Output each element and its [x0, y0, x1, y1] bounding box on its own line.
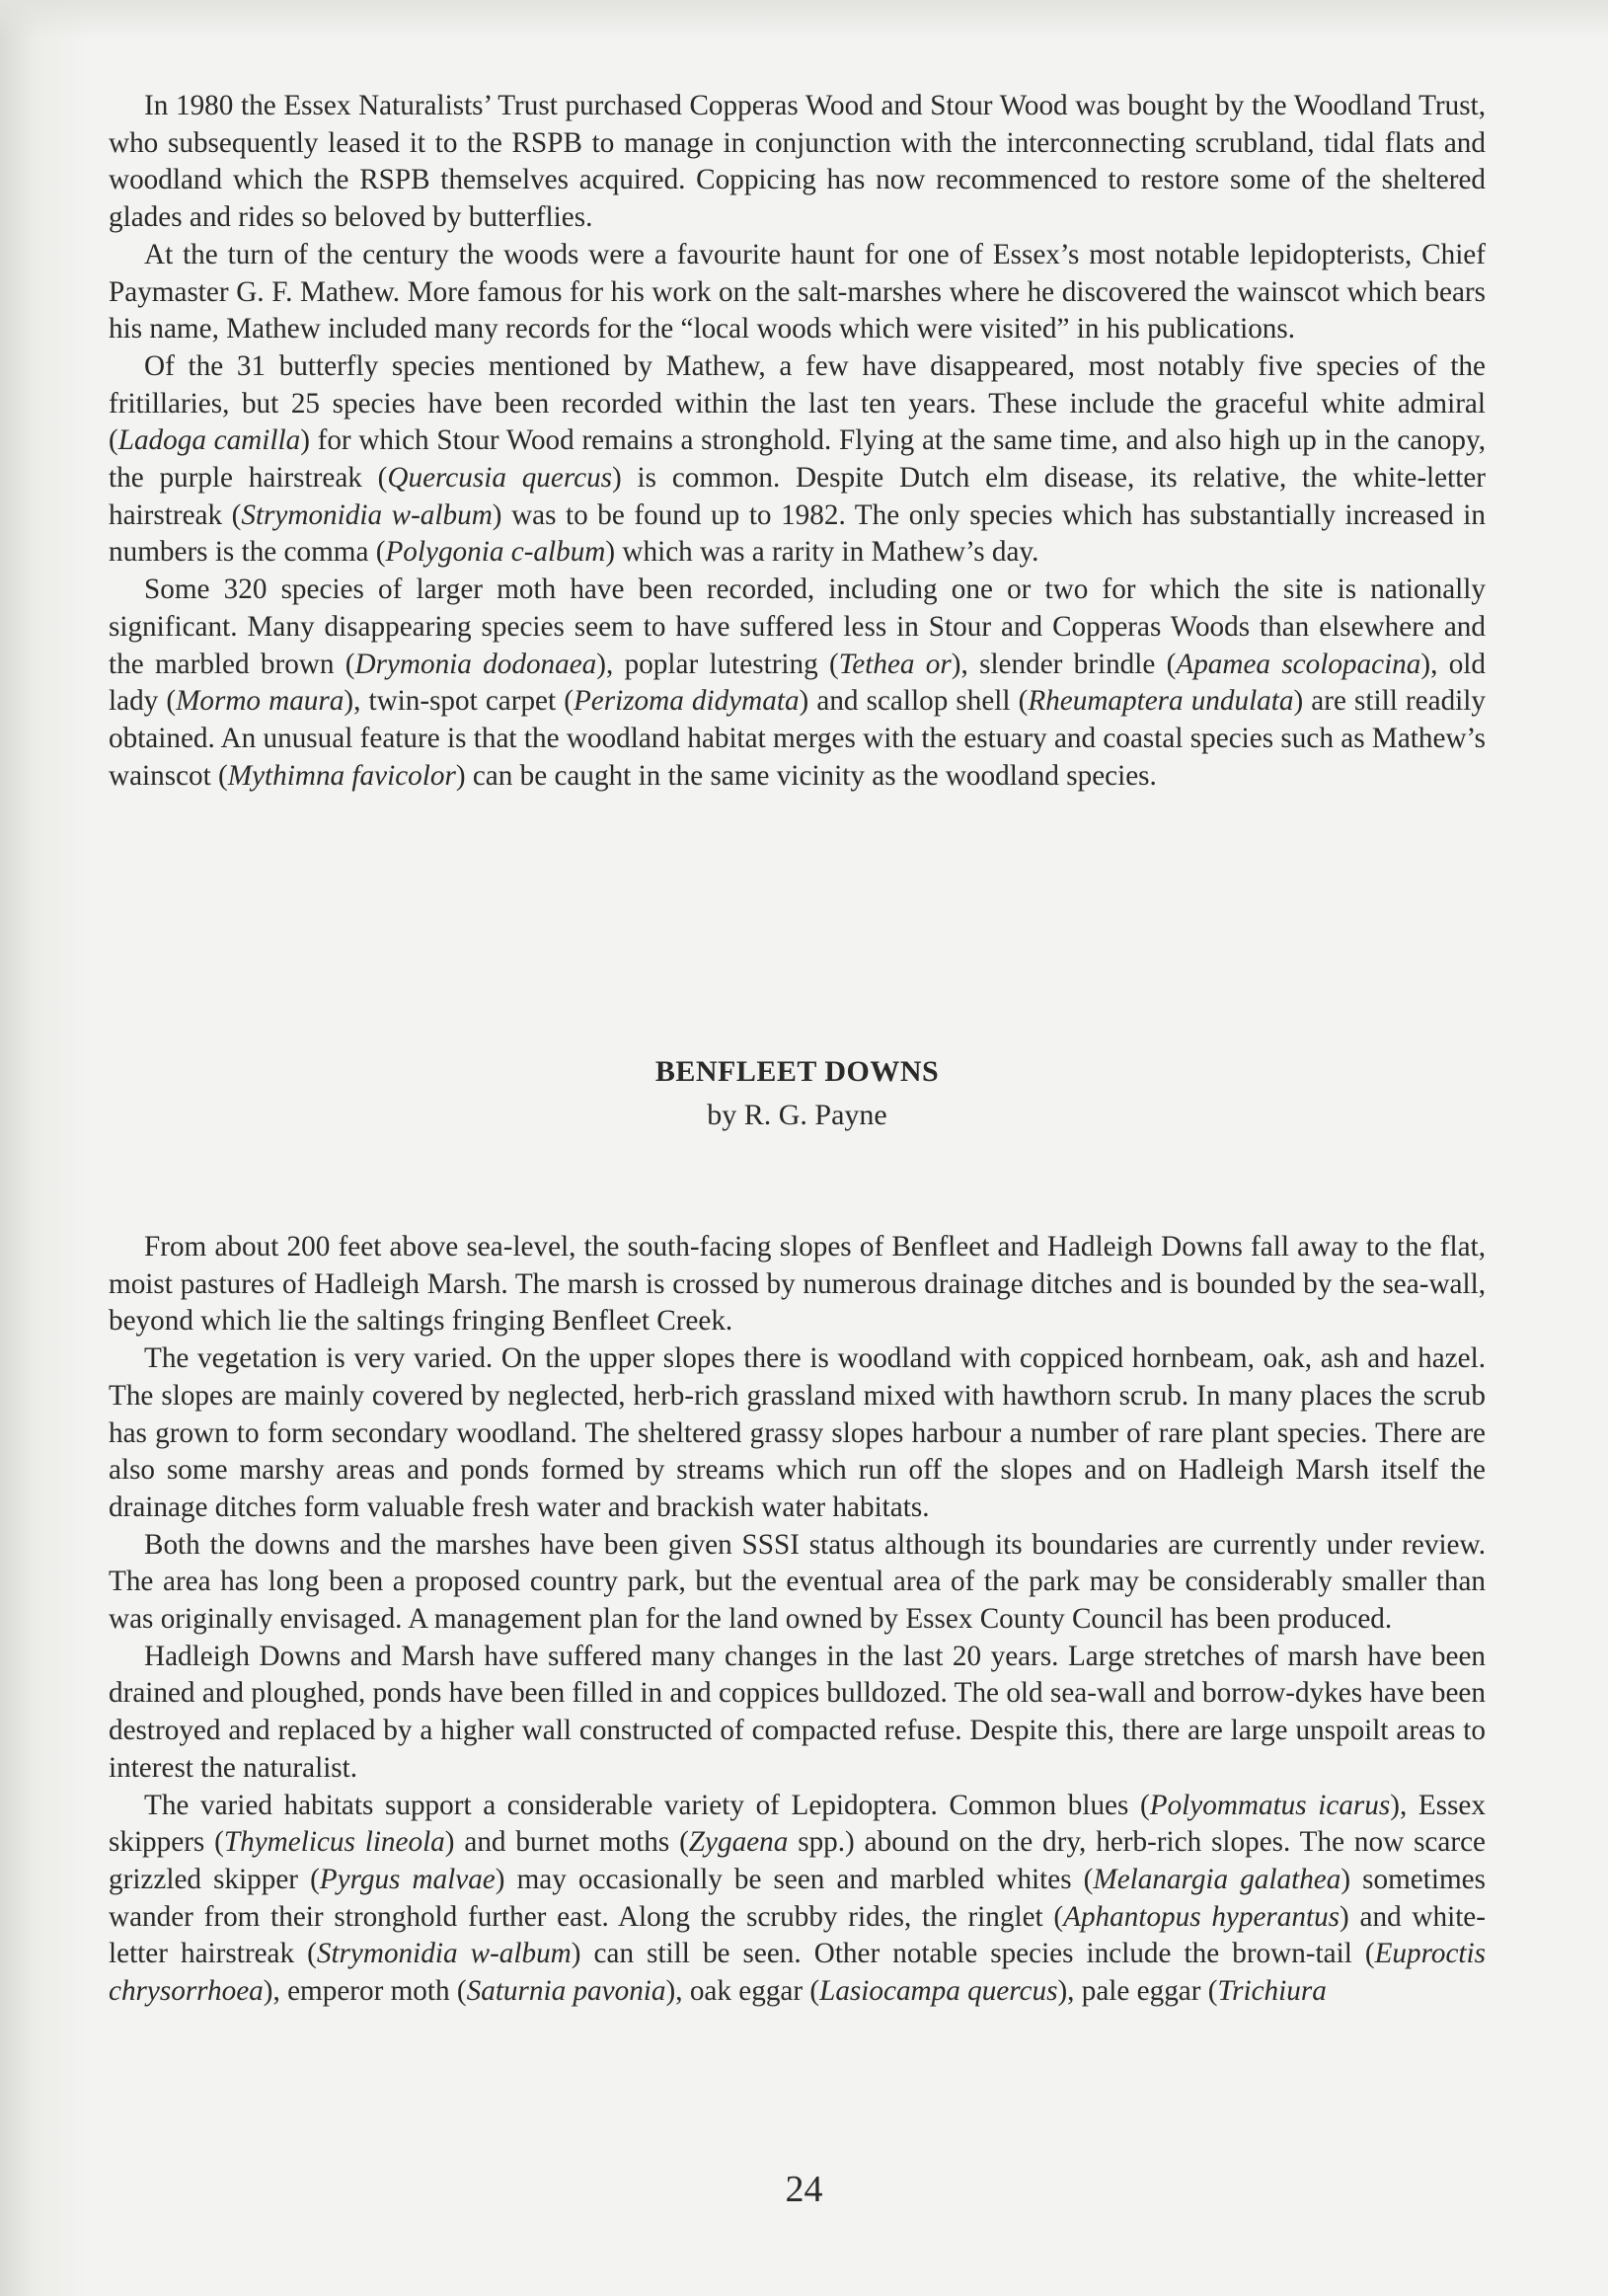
- species-name: Strymonidia w-album: [241, 498, 493, 531]
- species-name: Tethea or: [838, 648, 952, 680]
- paragraph: From about 200 feet above sea-level, the south-facing slopes of Benfleet and Hadleigh Downs fall away to the flat, moist pastures of Hadleigh Marsh. The marsh is crossed by numerous drainage ditches and is bounded by the sea-wall, beyond which lie the saltings fringing Benfleet Creek.: [109, 1231, 1486, 1338]
- species-name: Perizoma didymata: [573, 685, 800, 718]
- species-name: Drymonia dodonaea: [354, 648, 597, 680]
- species-name: Quercusia quercus: [387, 462, 613, 495]
- page-top-shadow: [0, 0, 1608, 39]
- species-name: Aphantopus hyperantus: [1063, 1900, 1340, 1933]
- page-number: 24: [785, 2169, 823, 2210]
- paragraph: The vegetation is very varied. On the upper slopes there is woodland with coppiced hornbeam, oak, ash and hazel. The slopes are mainly covered by neglected, herb-rich grassland mixed with hawthorn scrub. In many places the scrub has grown to form secondary woodland. The sheltered grassy slopes harbour a number of rare plant species. There are also some marshy areas and ponds formed by streams which run off the slopes and on Hadleigh Marsh itself the drainage ditches form valuable fresh water and brackish water habitats.: [109, 1342, 1486, 1523]
- species-name: Mormo maura: [176, 685, 345, 718]
- paragraph: At the turn of the century the woods were a favourite haunt for one of Essex’s most notable lepidopterists, Chief Paymaster G. F. Mathew. More famous for his work on the salt-marshes where he discovered the wainscot which bears his name, Mathew included many records for the “local woods which were visited” in his publications.: [109, 238, 1486, 345]
- paragraph: The varied habitats support a considerable variety of Lepidoptera. Common blues (Polyommatus icarus), Essex skippers (Thymelicus lineola) and burnet moths (Zygaena spp.) abound on the dry, herb-rich slopes. The now scarce grizzled skipper (Pyrgus malvae) may occasionally be seen and marbled whites (Melanargia galathea) sometimes wander from their stronghold further east. Along the scrubby rides, the ringlet (Aphantopus hyperantus) and white-letter hairstreak (Strymonidia w-album) can still be seen. Other notable species include the brown-tail (Euproctis chrysorrhoea), emperor moth (Saturnia pavonia), oak eggar (Lasiocampa quercus), pale eggar (Trichiura: [109, 1789, 1486, 2008]
- section-title: BENFLEET DOWNS: [654, 1055, 940, 1088]
- paragraph: Some 320 species of larger moth have been recorded, including one or two for which the site is nationally significant. Many disappearing species seem to have suffered less in Stour and Copperas Woods than elsewhere and the marbled brown (Drymonia dodonaea), poplar lutestring (Tethea or), slender brindle (Apamea scolopacina), old lady (Mormo maura), twin-spot carpet (Perizoma didymata) and scallop shell (Rheumaptera undulata) are still readily obtained. An unusual feature is that the woodland habitat merges with the estuary and coastal species such as Mathew’s wainscot (Mythimna favicolor) can be caught in the same vicinity as the woodland species.: [109, 574, 1486, 792]
- article-continuation: [109, 88, 1486, 795]
- section-heading: [109, 1052, 1486, 1135]
- paragraph: Of the 31 butterfly species mentioned by Mathew, a few have disappeared, most notably five species of the fritillaries, but 25 species have been recorded within the last ten years. These include the graceful white admiral (Ladoga camilla) for which Stour Wood remains a stronghold. Flying at the same time, and also high up in the canopy, the purple hairstreak (Quercusia quercus) is common. Despite Dutch elm disease, its relative, the white-letter hairstreak (Strymonidia w-album) was to be found up to 1982. The only species which has substantially increased in numbers is the comma (Polygonia c-album) which was a rarity in Mathew’s day.: [109, 349, 1487, 569]
- species-name: Apamea scolopacina: [1176, 648, 1421, 680]
- paragraph: Hadleigh Downs and Marsh have suffered many changes in the last 20 years. Large stretches of marsh have been drained and ploughed, ponds have been filled in and coppices bulldozed. The old sea-wall and borrow-dykes have been destroyed and replaced by a higher wall constructed of compacted refuse. Despite this, there are large unspoilt areas to interest the naturalist.: [109, 1640, 1486, 1784]
- species-name: Mythimna favicolor: [227, 759, 456, 792]
- benfleet-downs-article: [109, 1229, 1486, 2011]
- species-name: Pyrgus malvae: [319, 1863, 496, 1895]
- species-name: Trichiura: [1217, 1975, 1327, 2008]
- species-name: Lasiocampa quercus: [819, 1975, 1058, 2008]
- species-name: Ladoga camilla: [117, 424, 301, 457]
- species-name: Rheumaptera undulata: [1028, 685, 1294, 718]
- species-name: Polygonia c-album: [385, 536, 606, 569]
- species-name: Zygaena: [688, 1826, 789, 1859]
- species-name: Polyommatus icarus: [1149, 1789, 1391, 1821]
- section-author: by R. G. Payne: [707, 1099, 887, 1131]
- species-name: Euproctis chrysorrhoea: [109, 1938, 1486, 2008]
- paragraph: In 1980 the Essex Naturalists’ Trust purchased Copperas Wood and Stour Wood was bought by the Woodland Trust, who subsequently leased it to the RSPB to manage in conjunction with the interconnecting scrubland, tidal flats and woodland which the RSPB themselves acquired. Coppicing has now recommenced to restore some of the sheltered glades and rides so beloved by butterflies.: [109, 90, 1486, 234]
- page-gutter-shadow: [0, 0, 89, 2296]
- species-name: Strymonidia w-album: [316, 1938, 572, 1970]
- species-name: Thymelicus lineola: [223, 1826, 445, 1859]
- species-name: Saturnia pavonia: [466, 1975, 666, 2008]
- species-name: Melanargia galathea: [1093, 1863, 1341, 1895]
- paragraph: Both the downs and the marshes have been given SSSI status although its boundaries are currently under review. The area has long been a proposed country park, but the eventual area of the park may be considerably smaller than was originally envisaged. A management plan for the land owned by Essex County Council has been produced.: [109, 1528, 1486, 1636]
